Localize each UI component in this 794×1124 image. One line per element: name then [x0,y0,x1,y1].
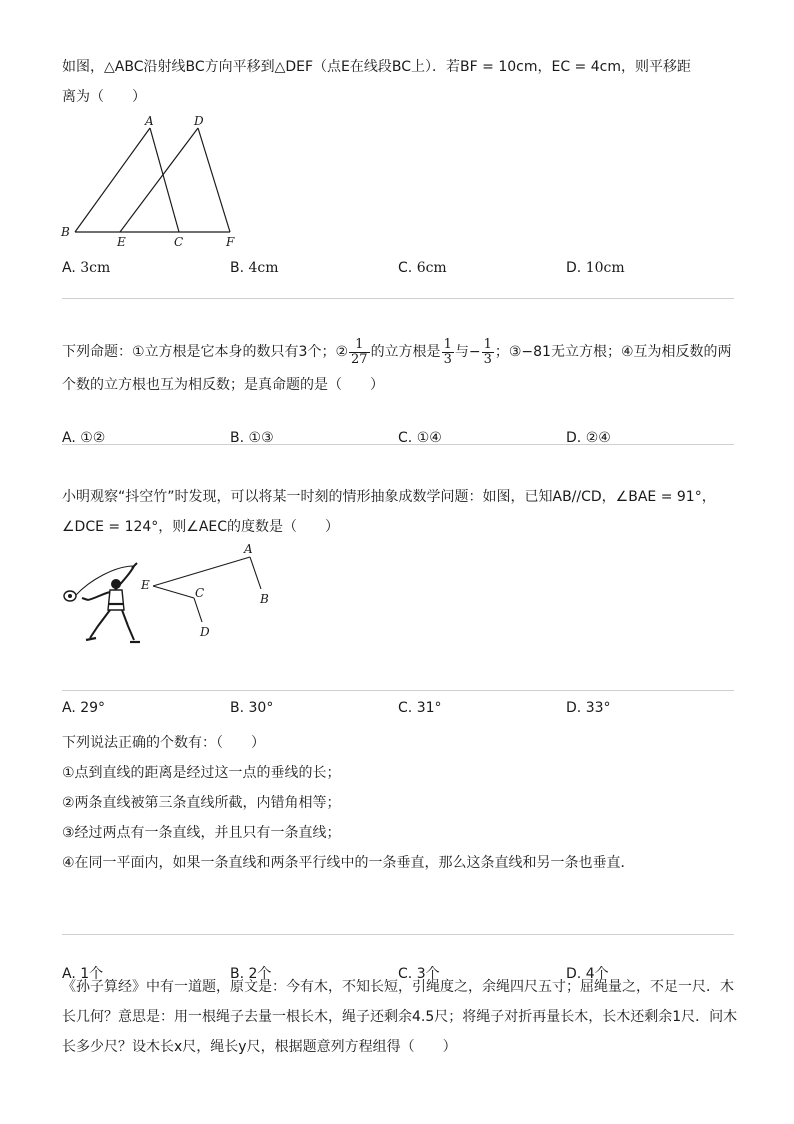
q1-option-d[interactable] [566,256,625,280]
q1-option-a-letter: A. [62,260,76,276]
q2-frac1-numerator: 1 [349,338,370,353]
q2-option-a-letter: A. [62,430,76,446]
q1-stem-line-1: 如图，△ABC沿射线BC方向平移到△DEF（点E在线段BC上）．若BF = 10cm，EC = 4cm，则平移距 [62,59,691,75]
q4-option-d-text: 4个 [585,966,609,982]
q2-option-c[interactable] [398,426,442,450]
q3-option-a[interactable] [62,696,105,720]
q2-frac2-denominator: 3 [443,351,452,367]
q4-statement-1: ①点到直线的距离是经过这一点的垂线的长； [62,765,341,781]
q1-option-d-letter: D. [566,260,582,276]
player-left-arm [82,592,110,600]
q5-line-1: 《孙子算经》中有一道题，原文是：今有木，不知长短，引绳度之，余绳四尺五寸；屈绳量之，不足一尺．木 [62,979,734,995]
q2-option-d-letter: D. [566,430,582,446]
q3-label-a: A [244,542,253,556]
q3-stem-line-1: 小明观察“抖空竹”时发现，可以将某一时刻的情形抽象成数学问题：如图，已知AB//CD，∠BAE = 91°， [62,489,716,505]
divider-1 [62,298,734,299]
q2-frac2-numerator: 1 [443,336,452,352]
player-torso [108,590,124,610]
q4-option-b-letter: B. [230,966,245,982]
q3-label-e: E [141,578,150,592]
q3-segment-cd [194,598,202,622]
q1-option-d-text: 10cm [585,260,625,276]
question-2 [62,334,734,400]
divider-4 [62,934,734,935]
q1-label-c: C [174,235,184,249]
q3-segment-ea [153,557,250,586]
q2-option-b-text: ①③ [248,430,274,446]
q1-stem-line-2: 离为（ ） [62,89,146,105]
question-4 [62,728,734,878]
q1-option-b-text: 4cm [248,260,279,276]
q1-segment-ab [75,128,150,232]
q3-diabolo-player-illustration [60,560,148,646]
question-5 [62,972,738,1062]
q3-label-c: C [195,586,205,600]
q2-stem-part-1: 下列命题：①立方根是它本身的数只有3个；② [62,344,349,360]
q3-segment-ab [250,557,261,589]
q4-statement-4: ④在同一平面内，如果一条直线和两条平行线中的一条垂直，那么这条直线和另一条也垂直． [62,855,635,871]
q2-option-c-text: ①④ [416,430,442,446]
q3-option-d[interactable] [566,696,611,720]
player-left-foot [86,638,96,640]
diabolo-center-icon [68,594,72,598]
question-3 [62,482,734,542]
q4-option-a-letter: A. [62,966,76,982]
q3-option-d-text: 33° [585,700,611,716]
q1-option-a[interactable] [62,256,110,280]
q3-option-b[interactable] [230,696,273,720]
q2-option-b-letter: B. [230,430,245,446]
q2-fraction-1-27 [349,338,370,367]
q1-segment-de [120,128,198,232]
q1-option-b[interactable] [230,256,279,280]
player-legs [90,610,134,640]
q3-option-b-letter: B. [230,700,245,716]
q4-option-d-letter: D. [566,966,582,982]
q3-label-b: B [260,592,269,606]
q2-options [62,426,734,450]
q5-line-3: 长多少尺？设木长x尺，绳长y尺，根据题意列方程组得（ ） [62,1039,457,1055]
q2-option-d[interactable] [566,426,611,450]
q2-option-a[interactable] [62,426,105,450]
divider-2 [62,444,734,445]
q1-triangle-translation-figure [58,112,248,252]
q3-option-c[interactable] [398,696,442,720]
q3-stem-line-2: ∠DCE = 124°，则∠AEC的度数是（ ） [62,519,340,535]
q2-stem-line-2: 个数的立方根也互为相反数；是真命题的是（ ） [62,377,384,393]
q2-stem-part-4: ；③−81无立方根；④互为相反数的两 [494,344,732,360]
q3-option-d-letter: D. [566,700,582,716]
q1-segment-ac [150,128,179,232]
q3-angle-figure [138,540,278,644]
q3-option-c-text: 31° [416,700,442,716]
q4-option-a-text: 1个 [80,966,104,982]
q3-option-b-text: 30° [248,700,274,716]
q2-fraction-neg-1-3 [482,338,494,367]
q1-option-c[interactable] [398,256,447,280]
q1-label-a: A [145,114,154,128]
q3-segment-ec [153,586,194,598]
q1-options [62,256,734,280]
q4-option-b-text: 2个 [248,966,272,982]
q2-fraction-1-3 [442,338,454,367]
q2-option-a-text: ①② [80,430,106,446]
q1-label-f: F [226,235,235,249]
q2-stem-line-1 [62,334,734,370]
q1-option-a-text: 3cm [80,260,111,276]
q4-statement-3: ③经过两点有一条直线，并且只有一条直线； [62,825,341,841]
q2-option-c-letter: C. [398,430,413,446]
q2-stem-part-2: 的立方根是 [370,344,441,360]
q2-frac3-numerator: 1 [483,336,492,352]
q1-segment-df [198,128,230,232]
q1-label-d: D [194,114,204,128]
q1-option-c-text: 6cm [416,260,447,276]
q4-statement-2: ②两条直线被第三条直线所截，内错角相等； [62,795,341,811]
q2-stem-part-3: 与− [454,344,481,360]
q3-option-c-letter: C. [398,700,413,716]
q1-label-b: B [61,225,70,239]
q3-option-a-letter: A. [62,700,76,716]
q3-option-a-text: 29° [80,700,106,716]
q1-option-b-letter: B. [230,260,245,276]
question-1 [62,52,734,112]
q3-options [62,696,734,720]
q2-option-b[interactable] [230,426,274,450]
q4-option-c-letter: C. [398,966,413,982]
q4-option-c-text: 3个 [416,966,440,982]
divider-3 [62,690,734,691]
q1-option-c-letter: C. [398,260,413,276]
q4-stem: 下列说法正确的个数有：（ ） [62,735,265,751]
q2-option-d-text: ②④ [585,430,611,446]
q5-line-2: 长几何？意思是：用一根绳子去量一根长木，绳子还剩余4.5尺；将绳子对折再量长木，长木还剩余1尺．问木 [62,1009,738,1025]
q3-label-d: D [200,625,210,639]
player-head [111,579,121,589]
q2-frac1-denominator: 27 [351,351,368,367]
q2-frac3-denominator: 3 [483,351,492,367]
diabolo-string [76,566,134,595]
q1-label-e: E [117,235,126,249]
